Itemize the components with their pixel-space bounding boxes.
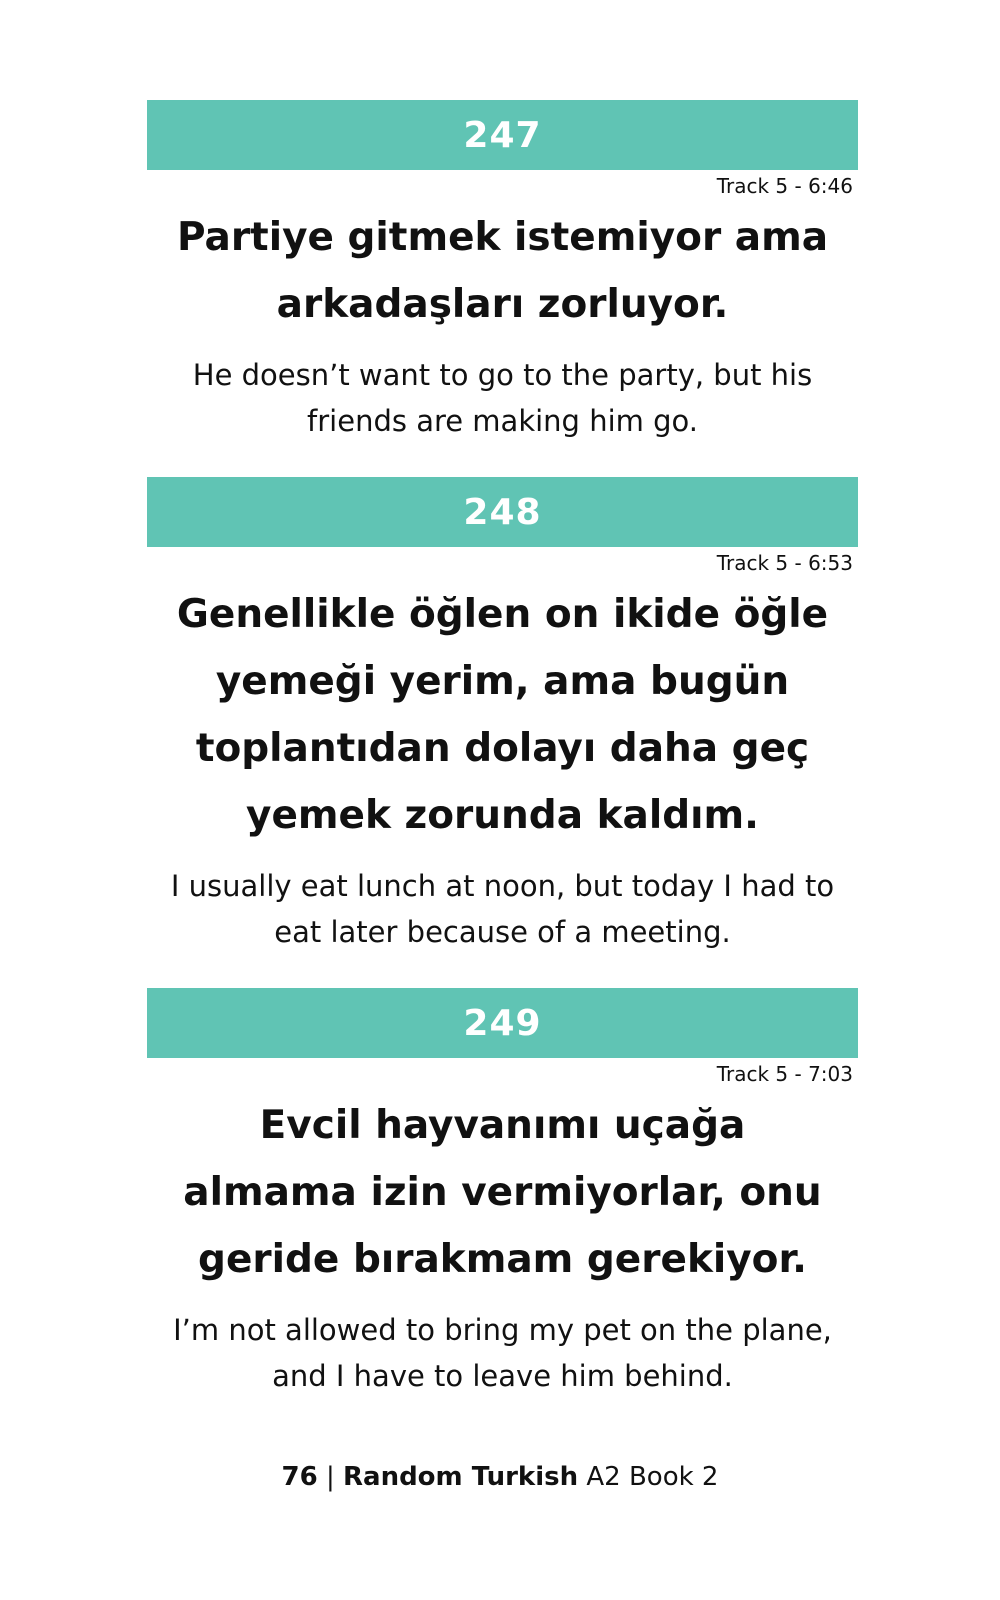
entry-number-banner: 249	[147, 988, 858, 1058]
page-footer	[0, 1462, 1000, 1492]
entry-247	[147, 100, 858, 444]
turkish-sentence: Genellikle öğlen on ikide öğle yemeği yerim, ama bugün toplantıdan dolayı daha geç yemek zorunda kaldım.	[176, 592, 829, 838]
book-subtitle: A2 Book 2	[586, 1462, 719, 1492]
turkish-sentence: Evcil hayvanımı uçağa almama izin vermiyorlar, onu geride bırakmam gerekiyor.	[183, 1103, 822, 1282]
english-translation: I usually eat lunch at noon, but today I had to eat later because of a meeting.	[170, 869, 835, 949]
entry-number-banner: 247	[147, 100, 858, 170]
page-number: 76	[281, 1462, 318, 1492]
entry-number-banner: 248	[147, 477, 858, 547]
english-translation: I’m not allowed to bring my pet on the plane, and I have to leave him behind.	[173, 1313, 832, 1393]
entry-248	[147, 477, 858, 955]
footer-separator: |	[325, 1462, 335, 1492]
entry-249	[147, 988, 858, 1399]
track-label: Track 5 - 7:03	[716, 1062, 853, 1086]
track-label: Track 5 - 6:46	[716, 174, 853, 198]
turkish-sentence: Partiye gitmek istemiyor ama arkadaşları zorluyor.	[176, 215, 829, 327]
book-title: Random Turkish	[343, 1462, 579, 1492]
english-translation: He doesn’t want to go to the party, but his friends are making him go.	[192, 358, 813, 438]
track-label: Track 5 - 6:53	[716, 551, 853, 575]
